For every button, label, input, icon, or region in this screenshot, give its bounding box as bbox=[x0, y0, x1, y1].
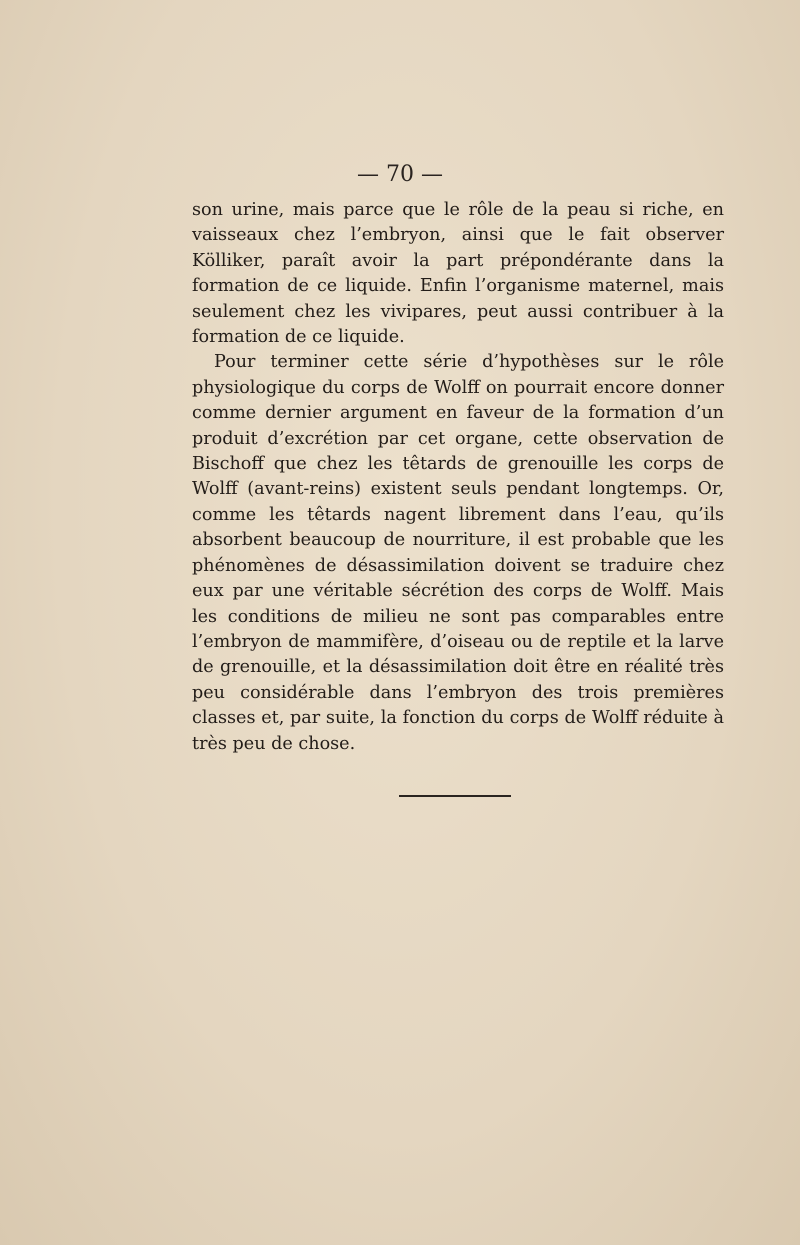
body-text bbox=[192, 198, 724, 757]
paragraph-1: son urine, mais parce que le rôle de la peau si riche, en vaisseaux chez l’embryon, ainsi que le fait observer Kölliker, paraît avoir la part prépondérante dans la formation de ce liquide. Enfin l’organisme maternel, mais seulement chez les vivipares, peut aussi contribuer à la formation de ce liquide. bbox=[192, 200, 724, 348]
paragraph-2: Pour terminer cette série d’hypothèses sur le rôle physiologique du corps de Wolff on pourrait encore donner comme dernier argument en faveur de la formation d’un produit d’excrétion par cet organe, cette observation de Bischoff que chez les têtards de grenouille les corps de Wolff (avant-reins) existent seuls pendant longtemps. Or, comme les têtards nagent librement dans l’eau, qu’ils absorbent beaucoup de nourriture, il est probable que les phénomènes de désassimilation doivent se traduire chez eux par une véritable sécrétion des corps de Wolff. Mais les conditions de milieu ne sont pas comparables entre l’embryon de mammifère, d’oiseau ou de reptile et la larve de grenouille, et la désassimilation doit être en réalité très peu considérable dans l’embryon des trois premières classes et, par suite, la fonction du corps de Wolff réduite à très peu de chose. bbox=[192, 352, 724, 754]
page-number: — 70 — bbox=[357, 162, 443, 187]
section-divider bbox=[399, 795, 511, 797]
